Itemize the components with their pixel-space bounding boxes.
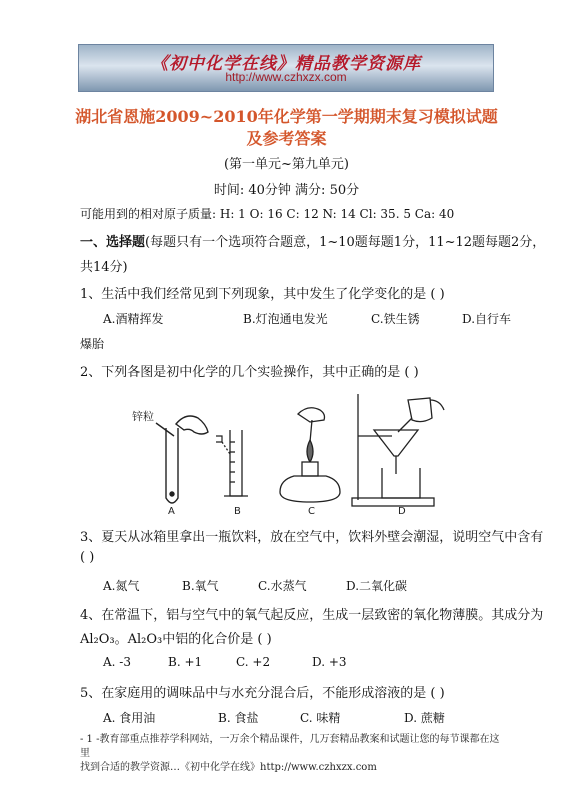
figure-label-c: C <box>308 506 315 516</box>
figure-label-b: B <box>234 506 241 516</box>
q4-option-d: D. +3 <box>312 655 347 669</box>
q4-option-a: A. -3 <box>103 655 131 669</box>
doc-title-line2: 及参考答案 <box>246 129 327 148</box>
question-4-stem: 4、在常温下，铝与空气中的氧气起反应，生成一层致密的氧化物薄膜。其成分为 <box>80 608 544 623</box>
question-5-stem: 5、在家庭用的调味品中与水充分混合后，不能形成溶液的是 ( ) <box>80 686 445 701</box>
banner-url[interactable]: http://www.czhxzx.com <box>225 70 347 84</box>
q5-option-b: B. 食盐 <box>218 711 259 725</box>
figure-b-cylinder <box>216 430 248 496</box>
question-2-stem: 2、下列各图是初中化学的几个实验操作，其中正确的是 ( ) <box>80 365 419 380</box>
q1-option-a: A.酒精挥发 <box>103 312 164 326</box>
experiment-figure <box>130 390 460 516</box>
figure-c-alcohol-lamp <box>280 408 340 502</box>
footer-line-2[interactable]: 找到合适的教学资源…《初中化学在线》http://www.czhxzx.com <box>80 762 377 773</box>
section-heading: 一、选择题 <box>80 235 146 250</box>
question-3-stem: 3、夏天从冰箱里拿出一瓶饮料，放在空气中，饮料外壁会潮湿，说明空气中含有 <box>80 530 544 545</box>
q3-option-a: A.氮气 <box>103 579 140 593</box>
q4-option-c: C. +2 <box>236 655 271 669</box>
q1-option-b: B.灯泡通电发光 <box>243 312 328 326</box>
q1-option-d: D.自行车 <box>462 312 512 326</box>
q5-option-d: D. 蔗糖 <box>404 711 445 725</box>
page-footer <box>80 733 500 775</box>
q3-option-c: C.水蒸气 <box>258 579 307 593</box>
q1-option-d-cont: 爆胎 <box>80 337 105 351</box>
doc-time-info: 时间: 40分钟 满分: 50分 <box>213 183 360 198</box>
q4-option-b: B. +1 <box>168 655 203 669</box>
figure-a-test-tube <box>132 409 208 503</box>
q1-option-c: C.铁生锈 <box>371 312 420 326</box>
footer-line-1: - 1 -教育部重点推荐学科网站，一万余个精品课件，几万套精品教案和试题让您的每节课都在这里 <box>80 734 500 759</box>
q5-option-c: C. 味精 <box>300 711 341 725</box>
section-instructions-cont: 共14分) <box>80 260 128 275</box>
question-4-stem-cont: Al₂O₃。Al₂O₃中铝的化合价是 ( ) <box>80 632 272 647</box>
banner-title: 《初中化学在线》精品教学资源库 <box>151 54 421 74</box>
question-1-stem: 1、生活中我们经常见到下列现象，其中发生了化学变化的是 ( ) <box>80 287 445 302</box>
section-heading-line <box>80 231 545 250</box>
q3-option-b: B.氧气 <box>182 579 219 593</box>
section-instructions: (每题只有一个选项符合题意，1~10题每题1分，11~12题每题2分， <box>145 235 546 250</box>
figure-label-d: D <box>398 506 406 516</box>
q5-option-a: A. 食用油 <box>103 711 156 725</box>
zinc-label: 锌粒 <box>132 410 154 423</box>
question-3-stem-cont: ( ) <box>80 550 95 565</box>
doc-scope: (第一单元~第九单元) <box>223 157 350 172</box>
q3-option-d: D.二氧化碳 <box>346 579 408 593</box>
figure-label-a: A <box>168 506 175 516</box>
figure-d-filtration <box>352 394 444 506</box>
doc-title: 湖北省恩施2009~2010年化学第一学期期末复习模拟试题 <box>75 107 498 126</box>
header-banner <box>78 44 494 92</box>
atomic-masses: 可能用到的相对原子质量: H: 1 O: 16 C: 12 N: 14 Cl: 35. 5 Ca: 40 <box>80 207 455 221</box>
